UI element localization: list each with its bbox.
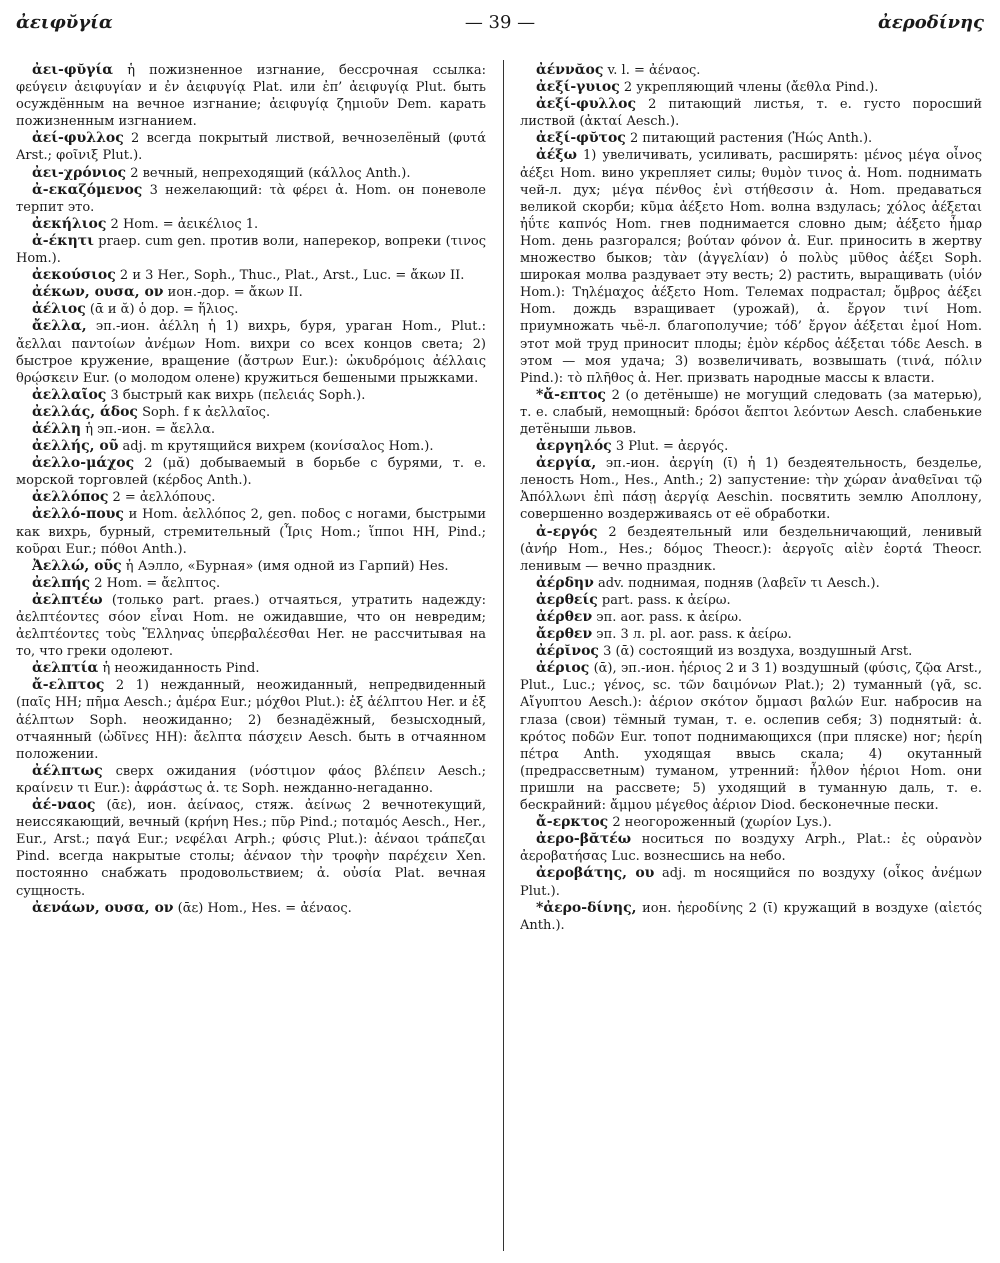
entry-headword: ἄελλα,	[32, 318, 87, 335]
dictionary-entry	[16, 182, 486, 216]
entry-headword: ἀεκήλιος	[32, 215, 107, 232]
entry-definition: adj. m крутящийся вихрем (κονίσαλος Hom.).	[118, 439, 434, 455]
dictionary-entry	[520, 575, 982, 592]
entry-headword: ἀέρῐνος	[536, 643, 599, 660]
dictionary-entry	[520, 626, 982, 643]
dictionary-entry	[520, 438, 982, 455]
entry-definition: Soph. f к ἀελλαῖος.	[137, 404, 271, 420]
dictionary-entry	[520, 592, 982, 609]
entry-definition: сверх ожидания (νόστιμον φάος βλέπειν Aesch.; κραίνειν τι Eur.): ἀφράστως ἀ. τε Soph. нежданно-негаданно.	[16, 763, 486, 796]
entry-headword: ἄ-ερκτος	[536, 814, 609, 831]
dictionary-entry	[16, 404, 486, 421]
entry-headword: ἀελλόπος	[32, 489, 109, 506]
entry-headword: ἀερθείς	[536, 591, 598, 608]
entry-definition: adv. поднимая, подняв (λαβεῖν τι Aesch.).	[593, 575, 880, 591]
column-divider	[503, 60, 504, 1251]
entry-headword: ἀέ-ναος	[32, 797, 96, 814]
entry-headword: ἀέρδην	[536, 574, 594, 591]
dictionary-entry	[16, 284, 486, 301]
entry-definition: 2 и 3 Her., Soph., Thuc., Plat., Arst., Luc. = ἄκων II.	[115, 268, 465, 284]
dictionary-entry	[520, 62, 982, 79]
entry-headword: ἀελλο-μάχος	[32, 455, 135, 472]
entry-definition: praep. cum gen. против воли, наперекор, вопреки (τινος Hom.).	[16, 233, 486, 267]
entry-definition: эп. aor. pass. к ἀείρω.	[592, 610, 743, 625]
entry-definition: (только part. praes.) отчаяться, утратить надежду: ἀελπτέοντες σόον εἶναι Hom. не ожидавшие, что он невредим; ἀελπτέοντες τοὺς Ἕλληνας ὑπερβαλέεσθαι Her. не рассчитывая на то, что греки одолеют.	[16, 592, 486, 660]
entry-headword: Ἀελλώ, οῦς	[32, 557, 122, 574]
dictionary-entry	[16, 592, 486, 660]
entry-definition: 2 1) нежданный, неожиданный, непредвиденный (παῖς HH; πῆμα Aesch.; ἁμέρα Eur.; μόχθοι Plut.): ἐξ ἀέλπτου Her. и ἐξ ἀέλπτων Soph. неожиданно; 2) безнадёжный, безысходный, отчаянный (ὠδῖνες HH): ἄελπτα πάσχειν Aesch. быть в отчаянном положении.	[16, 678, 486, 762]
dictionary-entry	[16, 438, 486, 455]
dictionary-entry	[16, 489, 486, 506]
entry-definition: ἡ Аэлло, «Бурная» (имя одной из Гарпий) Hes.	[121, 558, 449, 574]
entry-definition: эп.-ион. ἀεργίη (ῑ) ἡ 1) бездеятельность, безделье, леность Hom., Hes., Anth.; 2) запустение: τὴν χώραν ἀναθεῖναι τῷ Ἀπόλλωνι ἐπὶ πάσῃ ἀεργίᾳ Aeschin. посвятить землю Аполлону, совершенно воздерживаясь от её обработки.	[520, 456, 982, 523]
entry-headword: ἀεροβάτης, ου	[536, 865, 655, 882]
dictionary-entry	[520, 96, 982, 130]
entry-definition: 2 неогороженный (χωρίον Lys.).	[608, 815, 832, 831]
entry-headword: ἀεργία,	[536, 455, 597, 472]
dictionary-entry	[520, 831, 982, 865]
entry-definition: 2 укрепляющий члены (ἄεθλα Pind.).	[619, 80, 879, 96]
entry-definition: ἡ неожиданность Pind.	[98, 661, 260, 677]
dictionary-entry	[520, 865, 982, 899]
dictionary-entry	[16, 677, 486, 762]
entry-definition: ἡ эп.-ион. = ἄελλα.	[81, 421, 215, 437]
entry-headword: ἀέννᾰος	[536, 62, 604, 78]
entry-definition: (ᾱ и ᾰ) ὁ дор. = ἥλιος.	[85, 302, 239, 318]
entry-definition: эп. 3 л. pl. aor. pass. к ἀείρω.	[592, 627, 792, 643]
entry-definition: ион. ἠεροδίνης 2 (ῑ) кружащий в воздухе (αἰετός Anth.).	[520, 900, 982, 933]
dictionary-entry	[16, 387, 486, 404]
entry-headword: *ἄ-επτος	[536, 386, 606, 403]
entry-definition: 2 (о детёныше) не могущий следовать (за матерью), т. е. слабый, немощный: δρόσοι ἄεπτοι λεόντων Aesch. слабенькие детёныши львов.	[520, 387, 982, 437]
dictionary-entry	[16, 233, 486, 267]
dictionary-entry	[520, 643, 982, 660]
entry-definition: ἡ пожизненное изгнание, бессрочная ссылка: φεύγειν ἀειφυγίαν и ἐν ἀειφυγίᾳ Plat. или ἐπ’ ἀειφυγίᾳ Plut. быть осуждённым на вечное изгнание; ἀειφυγίᾳ ζημιοῦν Dem. карать пожизненным изгнанием.	[16, 63, 486, 130]
right-column	[520, 62, 982, 1255]
entry-headword: ἀερο-βᾰτέω	[536, 831, 632, 848]
dictionary-entry	[16, 455, 486, 489]
entry-headword: ἀεκούσιος	[32, 267, 116, 284]
entry-headword: ἀέλπτως	[32, 762, 103, 779]
dictionary-entry	[520, 609, 982, 626]
entry-definition: 1) увеличивать, усиливать, расширять: μένος μέγα οἶνος ἀέξει Hom. вино укрепляет силы; θυμὸν τινος ἀ. Hom. поднимать чей-л. дух; μέγα πένθος ἐνὶ στήθεσσιν ἀ. Hom. предаваться великой скорби; κῦμα ἀέξετο Hom. волна вздулась; χόλος ἀέξεται ἠΰτε καπνός Hom. гнев поднимается словно дым; ἀέξετο ἦμαρ Hom. день разгорался; βούταν φόνον ἀ. Eur. приносить в жертву множество быков; τὰν (ἀγγελίαν) ὁ πολὺς μῦθος ἀέξει Soph. широкая молва раздувает эту весть; 2) растить, выращивать (υἱόν Hom.): Τηλέμαχος ἀέξετο Hom. Телемах подрастал; ὄμβρος ἀέξει Hom. дождь взращивает (урожай), ἀ. ἔργον τινί Hom. приумножать чьё-л. благополучие; τόδ’ ἔργον ἀέξεται ἐμοί Hom. этот мой труд приносит плоды; ἐμὸν κέρδος ἀέξεται τόδε Aesch. в этом — моя удача; 3) возвеличивать, возвышать (τινά, πόλιν Pind.): τὸ πλῆθος ἀ. Her. призвать народные массы к власти.	[520, 148, 982, 386]
page-header	[16, 10, 984, 44]
entry-headword: ἀεργηλός	[536, 438, 612, 455]
entry-headword: ἀεξί-γυιος	[536, 79, 620, 96]
entry-definition: эп.-ион. ἀέλλη ἡ 1) вихрь, буря, ураган Hom., Plut.: ἄελλαι παντοίων ἀνέμων Hom. вихри со всех концов света; 2) быстрое кружение, вращение (ἄστρων Eur.): ὠκυδρόμοις ἀέλλαις θρῴσκειν Eur. (о молодом олене) кружиться бешеными прыжками.	[16, 319, 486, 386]
entry-definition: 2 питающий листья, т. е. густо поросший листвой (ἀκταί Aesch.).	[520, 97, 982, 130]
entry-definition: 3 быстрый как вихрь (πελειάς Soph.).	[106, 387, 366, 403]
dictionary-entry	[16, 301, 486, 318]
entry-definition: 2 (μᾰ) добываемый в борьбе с бурями, т. е. морской торговлей (κέρδος Anth.).	[16, 456, 486, 489]
entry-definition: (ᾱε) Hom., Hes. = ἀέναος.	[173, 900, 352, 916]
dictionary-entry	[16, 267, 486, 284]
dictionary-entry	[16, 558, 486, 575]
dictionary-entry	[520, 900, 982, 934]
dictionary-entry	[520, 147, 982, 386]
entry-definition: 2 всегда покрытый листвой, вечнозелёный (φυτά Arst.; φοῖνιξ Plut.).	[16, 131, 486, 164]
entry-definition: (ᾱ), эп.-ион. ἠέριος 2 и 3 1) воздушный (φύσις, ζῷα Arst., Plut., Luc.; γένος, sc. τῶν δαιμόνων Plat.); 2) туманный (γᾶ, sc. Αἴγυπτου Aesch.): ἀέριον σκότον ὄμμασι βαλών Eur. набросив на глаза (свои) тёмный туман, т. е. ослепив себя; 3) поднятый: ἀ. κρότος ποδῶν Eur. топот поднимающихся (при пляске) ног; ἠερίη πέτρα Anth. уходящая ввысь скала; 4) окутанный (предрассветным) туманом, утренний: ἦλθον ἠέριοι Hom. они пришли на рассвете; 5) уходящий в туманную даль, т. е. бескрайний: ἄμμου μέγεθος ἀέριον Diod. бесконечные пески.	[520, 661, 982, 814]
entry-headword: ἄερθεν	[536, 626, 593, 643]
dictionary-entry	[520, 455, 982, 523]
entry-definition: v. l. = ἀέναος.	[603, 63, 701, 78]
entry-definition: 3 нежелающий: τὰ φέρει ἀ. Hom. он поневоле терпит это.	[16, 182, 486, 215]
dictionary-entry	[520, 387, 982, 438]
entry-headword: ἀελλαῖος	[32, 386, 107, 403]
dictionary-entry	[16, 797, 486, 900]
entry-headword: ἀελπτέω	[32, 591, 103, 608]
entry-definition: 2 = ἀελλόπους.	[108, 490, 216, 506]
entry-headword: ἀεξί-φυλλος	[536, 96, 637, 113]
entry-definition: 2 Hom. = ἀεικέλιος 1.	[106, 216, 259, 232]
entry-definition: 2 бездеятельный или бездельничающий, ленивый (ἀνήρ Hom., Hes.; δόμος Theocr.): ἀεργοῖς αἰὲν ἑορτά Theocr. ленивым — вечно праздник.	[520, 524, 982, 574]
entry-headword: ἀέλλη	[32, 420, 82, 437]
dictionary-entry	[16, 660, 486, 677]
dictionary-entry	[16, 506, 486, 557]
entry-definition: 2 питающий растения (Ἠώς Anth.).	[625, 131, 873, 147]
entry-headword: ἀέκων, ουσα, ον	[32, 284, 164, 301]
entry-headword: ἀελλάς, άδος	[32, 403, 138, 420]
entry-headword: ἀελλής, οῦ	[32, 438, 119, 455]
dictionary-entry	[16, 130, 486, 164]
header-right-guideword: ἀεροδίνης	[877, 12, 984, 33]
entry-headword: ἀενάων, ουσα, ον	[32, 899, 174, 916]
dictionary-entry	[520, 660, 982, 814]
entry-headword: ἀέξω	[536, 147, 577, 164]
left-column	[16, 62, 486, 1255]
dictionary-entry	[520, 814, 982, 831]
entry-headword: *ἀερο-δίνης,	[536, 899, 637, 916]
header-left-guideword: ἀειφῠγία	[16, 12, 113, 33]
dictionary-entry	[16, 763, 486, 797]
dictionary-entry	[520, 524, 982, 575]
entry-headword: ἀέρθεν	[536, 609, 593, 625]
entry-headword: ἀέριος	[536, 660, 590, 677]
dictionary-entry	[520, 79, 982, 96]
dictionary-entry	[16, 216, 486, 233]
entry-headword: ἀ-εργός	[536, 523, 598, 540]
entry-headword: ἀελπής	[32, 574, 91, 591]
entry-definition: 3 (ᾱ) состоящий из воздуха, воздушный Arst.	[598, 644, 913, 660]
dictionary-entry	[16, 318, 486, 386]
page-number: — 39 —	[464, 12, 536, 33]
entry-definition: part. pass. к ἀείρω.	[597, 592, 731, 608]
entry-headword: ἀέλιος	[32, 301, 86, 318]
dictionary-entry	[16, 62, 486, 130]
entry-headword: ἀ-έκητι	[32, 232, 94, 249]
entry-definition: (ᾱε), ион. ἀείναος, стяж. ἀείνως 2 вечнотекущий, неиссякающий, вечный (κρήνη Hes.; πῦρ Pind.; ποταμός Aesch., Her., Eur., Arst.; παγά Eur.; νεφέλαι Arph.; φύσις Plut.): ἀέναοι τράπεζαι Pind. всегда накрытые столы; ἀέναον τὴν τροφὴν παρέχειν Xen. постоянно снабжать продовольствием; ἀ. οὐσία Plat. вечная сущность.	[16, 798, 486, 899]
entry-headword: ἀεί-φυλλος	[32, 130, 124, 147]
entry-headword: ἀεξί-φῠτος	[536, 130, 626, 147]
entry-definition: носиться по воздуху Arph., Plat.: ἐς οὐρανὸν ἀεροβατήσας Luc. вознесшись на небо.	[520, 832, 982, 865]
entry-headword: ἀει-χρόνιος	[32, 164, 127, 181]
entry-headword: ἄ-ελπτος	[32, 677, 105, 694]
entry-headword: ἀ-εκαζόμενος	[32, 181, 143, 198]
entry-definition: 2 вечный, непреходящий (κάλλος Anth.).	[126, 165, 411, 181]
entry-definition: 3 Plut. = ἀεργός.	[611, 439, 729, 455]
dictionary-entry	[16, 575, 486, 592]
entry-definition: 2 Hom. = ἄελπτος.	[90, 575, 221, 591]
entry-headword: ἀελπτία	[32, 660, 99, 677]
dictionary-entry	[16, 421, 486, 438]
dictionary-entry	[16, 165, 486, 182]
dictionary-entry	[520, 130, 982, 147]
entry-definition: ион.-дор. = ἄκων II.	[163, 285, 303, 301]
entry-headword: ἀελλό-πους	[32, 506, 124, 523]
entry-headword: ἀει-φῠγία	[32, 62, 114, 78]
entry-definition: и Hom. ἀελλόπος 2, gen. ποδος с ногами, быстрыми как вихрь, бурный, стремительный (Ἶρις Hom.; ἵπποι HH, Pind.; κοῦραι Eur.; πόθοι Anth.).	[16, 507, 486, 557]
dictionary-entry	[16, 900, 486, 917]
entry-definition: adj. m носящийся по воздуху (οἶκος ἀνέμων Plut.).	[520, 866, 982, 899]
